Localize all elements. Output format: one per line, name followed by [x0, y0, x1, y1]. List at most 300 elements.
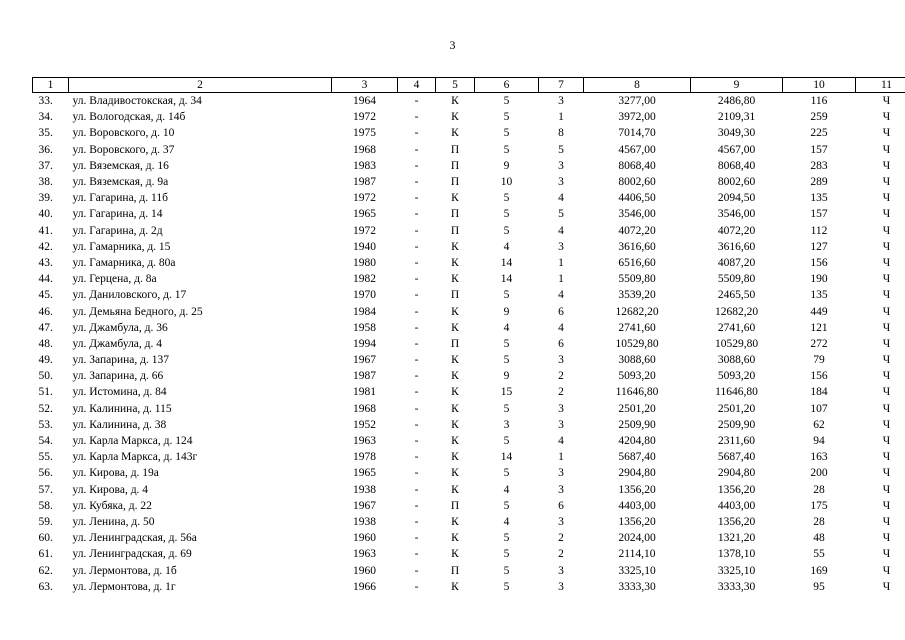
- cell-ownership: Ч: [882, 386, 891, 399]
- cell-living-area: 2904,80: [717, 467, 756, 480]
- cell-year-built: 1952: [353, 418, 376, 431]
- cell-wall-mark: -: [414, 321, 419, 334]
- cell-year-built: 1963: [353, 435, 376, 448]
- cell-living-area: 4403,00: [717, 499, 756, 512]
- cell-ownership: Ч: [882, 548, 891, 561]
- cell-wall-mark: -: [414, 208, 419, 221]
- cell-total-area: 3325,10: [618, 564, 656, 577]
- cell-residents: 272: [810, 337, 828, 350]
- cell-material: К: [451, 240, 459, 253]
- cell-residents: 225: [810, 127, 828, 140]
- cell-address: ул. Гагарина, д. 11б: [72, 192, 168, 205]
- cell-floors: 5: [503, 435, 510, 448]
- cell-year-built: 1966: [353, 580, 376, 593]
- cell-address: ул. Воровского, д. 10: [72, 127, 175, 140]
- cell-row-number: 45.: [38, 289, 53, 302]
- cell-wall-mark: -: [414, 532, 419, 545]
- cell-residents: 163: [810, 451, 828, 464]
- table-row: [33, 498, 905, 514]
- cell-floors: 4: [503, 321, 510, 334]
- header-cell: 3: [332, 78, 398, 93]
- table-row: [33, 174, 905, 190]
- cell-material: К: [451, 256, 459, 269]
- cell-year-built: 1967: [353, 354, 376, 367]
- cell-wall-mark: -: [414, 418, 419, 431]
- cell-floors: 5: [503, 337, 510, 350]
- cell-address: ул. Калинина, д. 115: [72, 402, 172, 415]
- cell-total-area: 7014,70: [618, 127, 656, 140]
- cell-entrances: 1: [558, 451, 564, 464]
- cell-year-built: 1984: [353, 305, 376, 318]
- cell-year-built: 1958: [353, 321, 376, 334]
- cell-entrances: 4: [558, 289, 564, 302]
- cell-address: ул. Герцена, д. 8а: [72, 273, 157, 286]
- cell-ownership: Ч: [882, 515, 891, 528]
- cell-material: К: [451, 192, 459, 205]
- cell-total-area: 2741,60: [618, 321, 656, 334]
- header-cell: 2: [69, 78, 332, 93]
- cell-living-area: 2509,90: [717, 418, 756, 431]
- cell-wall-mark: -: [414, 548, 419, 561]
- cell-residents: 283: [810, 159, 828, 172]
- cell-ownership: Ч: [882, 337, 891, 350]
- cell-floors: 5: [503, 564, 510, 577]
- cell-entrances: 3: [558, 402, 564, 415]
- cell-address: ул. Гамарника, д. 15: [72, 240, 171, 253]
- cell-row-number: 61.: [38, 548, 53, 561]
- cell-total-area: 1356,20: [618, 515, 656, 528]
- cell-floors: 5: [503, 208, 510, 221]
- table-row: [33, 368, 905, 384]
- cell-residents: 157: [810, 208, 828, 221]
- cell-wall-mark: -: [414, 515, 419, 528]
- cell-entrances: 3: [558, 354, 564, 367]
- cell-wall-mark: -: [414, 483, 419, 496]
- cell-ownership: Ч: [882, 176, 891, 189]
- cell-total-area: 3333,30: [618, 580, 656, 593]
- cell-entrances: 6: [558, 499, 564, 512]
- cell-wall-mark: -: [414, 337, 419, 350]
- cell-total-area: 4403,00: [618, 499, 656, 512]
- cell-total-area: 5093,20: [618, 370, 656, 383]
- cell-address: ул. Даниловского, д. 17: [72, 289, 187, 302]
- cell-material: К: [451, 548, 459, 561]
- table-row: [33, 320, 905, 336]
- header-cell: 11: [856, 78, 905, 93]
- table-row: [33, 223, 905, 239]
- cell-residents: 94: [813, 435, 825, 448]
- cell-ownership: Ч: [882, 532, 891, 545]
- table-row: [33, 190, 905, 206]
- cell-total-area: 3088,60: [618, 354, 656, 367]
- cell-living-area: 3333,30: [717, 580, 756, 593]
- cell-row-number: 47.: [38, 321, 53, 334]
- header-cell: 5: [436, 78, 475, 93]
- table-row: [33, 303, 905, 319]
- cell-address: ул. Лермонтова, д. 1б: [72, 564, 177, 577]
- cell-floors: 5: [503, 111, 510, 124]
- cell-address: ул. Гамарника, д. 80а: [72, 256, 176, 269]
- cell-wall-mark: -: [414, 386, 419, 399]
- cell-total-area: 3539,20: [618, 289, 656, 302]
- cell-residents: 107: [810, 402, 828, 415]
- cell-living-area: 3088,60: [717, 354, 756, 367]
- cell-residents: 184: [810, 386, 828, 399]
- cell-living-area: 3049,30: [717, 127, 756, 140]
- cell-wall-mark: -: [414, 95, 419, 108]
- cell-ownership: Ч: [882, 305, 891, 318]
- cell-living-area: 8068,40: [717, 159, 756, 172]
- cell-address: ул. Демьяна Бедного, д. 25: [72, 305, 203, 318]
- cell-wall-mark: -: [414, 402, 419, 415]
- cell-material: К: [451, 451, 459, 464]
- cell-material: П: [450, 143, 460, 156]
- cell-total-area: 6516,60: [618, 256, 656, 269]
- cell-residents: 28: [813, 483, 825, 496]
- cell-row-number: 44.: [38, 273, 53, 286]
- cell-material: П: [450, 176, 460, 189]
- cell-ownership: Ч: [882, 564, 891, 577]
- cell-material: К: [451, 305, 459, 318]
- cell-residents: 62: [813, 418, 825, 431]
- cell-year-built: 1982: [353, 273, 376, 286]
- cell-ownership: Ч: [882, 321, 891, 334]
- cell-address: ул. Джамбула, д. 4: [72, 337, 163, 350]
- cell-floors: 10: [500, 176, 513, 189]
- table-row: [33, 255, 905, 271]
- cell-total-area: 4072,20: [618, 224, 656, 237]
- cell-entrances: 3: [558, 159, 564, 172]
- cell-year-built: 1987: [353, 176, 376, 189]
- cell-living-area: 2094,50: [717, 192, 756, 205]
- cell-floors: 14: [500, 273, 513, 286]
- cell-entrances: 1: [558, 111, 564, 124]
- cell-material: К: [451, 95, 459, 108]
- cell-ownership: Ч: [882, 208, 891, 221]
- page-number: 3: [449, 38, 456, 52]
- cell-living-area: 1321,20: [717, 532, 756, 545]
- header-cell: 10: [783, 78, 856, 93]
- cell-wall-mark: -: [414, 273, 419, 286]
- cell-ownership: Ч: [882, 256, 891, 269]
- cell-living-area: 3325,10: [717, 564, 756, 577]
- header-cell: 4: [398, 78, 436, 93]
- cell-total-area: 2501,20: [618, 402, 656, 415]
- cell-total-area: 11646,80: [615, 386, 659, 399]
- cell-wall-mark: -: [414, 305, 419, 318]
- cell-wall-mark: -: [414, 111, 419, 124]
- cell-year-built: 1967: [353, 499, 376, 512]
- cell-floors: 5: [503, 224, 510, 237]
- cell-address: ул. Кирова, д. 19а: [72, 467, 159, 480]
- cell-floors: 5: [503, 499, 510, 512]
- cell-residents: 28: [813, 515, 825, 528]
- cell-ownership: Ч: [882, 483, 891, 496]
- cell-residents: 449: [810, 305, 828, 318]
- cell-row-number: 42.: [38, 240, 53, 253]
- cell-wall-mark: -: [414, 289, 419, 302]
- cell-ownership: Ч: [882, 402, 891, 415]
- cell-floors: 9: [503, 305, 510, 318]
- table-row: [33, 401, 905, 417]
- cell-row-number: 59.: [38, 515, 53, 528]
- table-row: [33, 417, 905, 433]
- cell-row-number: 36.: [38, 143, 53, 156]
- cell-living-area: 2109,31: [717, 111, 756, 124]
- cell-living-area: 11646,80: [715, 386, 758, 399]
- cell-material: К: [451, 580, 459, 593]
- cell-total-area: 8068,40: [618, 159, 656, 172]
- cell-address: ул. Лермонтова, д. 1г: [72, 580, 176, 593]
- cell-row-number: 49.: [38, 354, 53, 367]
- table-row: [33, 93, 905, 110]
- cell-residents: 259: [810, 111, 828, 124]
- cell-wall-mark: -: [414, 240, 419, 253]
- cell-material: П: [450, 499, 460, 512]
- cell-address: ул. Кубяка, д. 22: [72, 499, 152, 512]
- cell-residents: 112: [810, 224, 828, 237]
- cell-entrances: 5: [558, 208, 564, 221]
- cell-wall-mark: -: [414, 127, 419, 140]
- housing-table: [32, 77, 905, 595]
- cell-ownership: Ч: [882, 580, 891, 593]
- cell-material: К: [451, 532, 459, 545]
- cell-row-number: 54.: [38, 435, 53, 448]
- cell-row-number: 39.: [38, 192, 53, 205]
- cell-entrances: 1: [558, 256, 564, 269]
- table-body: [33, 93, 905, 595]
- cell-entrances: 2: [558, 532, 564, 545]
- cell-year-built: 1975: [353, 127, 376, 140]
- cell-ownership: Ч: [882, 467, 891, 480]
- header-cell: 1: [33, 78, 69, 93]
- cell-wall-mark: -: [414, 256, 419, 269]
- cell-year-built: 1938: [353, 483, 376, 496]
- cell-living-area: 2311,60: [718, 435, 755, 448]
- cell-material: К: [451, 467, 459, 480]
- cell-residents: 55: [813, 548, 825, 561]
- table-row: [33, 546, 905, 562]
- table-row: [33, 125, 905, 141]
- cell-wall-mark: -: [414, 499, 419, 512]
- cell-entrances: 3: [558, 418, 564, 431]
- cell-entrances: 3: [558, 240, 564, 253]
- cell-entrances: 3: [558, 515, 564, 528]
- cell-floors: 5: [503, 143, 510, 156]
- cell-ownership: Ч: [882, 418, 891, 431]
- cell-entrances: 3: [558, 95, 564, 108]
- cell-ownership: Ч: [882, 451, 891, 464]
- cell-living-area: 12682,20: [714, 305, 759, 318]
- cell-residents: 121: [810, 321, 828, 334]
- cell-living-area: 4567,00: [717, 143, 756, 156]
- cell-residents: 79: [813, 354, 825, 367]
- cell-material: К: [451, 321, 459, 334]
- cell-address: ул. Карла Маркса, д. 124: [72, 435, 193, 448]
- cell-wall-mark: -: [414, 435, 419, 448]
- cell-residents: 190: [810, 273, 828, 286]
- cell-material: К: [451, 354, 459, 367]
- cell-floors: 5: [503, 192, 510, 205]
- cell-total-area: 4406,50: [618, 192, 656, 205]
- cell-ownership: Ч: [882, 127, 891, 140]
- table-row: [33, 206, 905, 222]
- cell-row-number: 34.: [38, 111, 53, 124]
- cell-residents: 127: [810, 240, 828, 253]
- cell-year-built: 1981: [353, 386, 376, 399]
- table-row: [33, 433, 905, 449]
- cell-address: ул. Воровского, д. 37: [72, 143, 175, 156]
- cell-material: К: [451, 370, 459, 383]
- cell-material: П: [450, 337, 460, 350]
- cell-living-area: 1378,10: [717, 548, 756, 561]
- cell-material: П: [450, 159, 460, 172]
- cell-total-area: 3972,00: [618, 111, 656, 124]
- cell-year-built: 1987: [353, 370, 376, 383]
- cell-address: ул. Запарина, д. 66: [72, 370, 164, 383]
- cell-total-area: 2904,80: [618, 467, 656, 480]
- cell-ownership: Ч: [882, 192, 891, 205]
- cell-address: ул. Калинина, д. 38: [72, 418, 167, 431]
- table-row: [33, 562, 905, 578]
- table-row: [33, 352, 905, 368]
- header-cell: 6: [475, 78, 539, 93]
- cell-residents: 95: [813, 580, 825, 593]
- cell-entrances: 8: [558, 127, 564, 140]
- cell-total-area: 3616,60: [618, 240, 656, 253]
- table-row: [33, 239, 905, 255]
- cell-address: ул. Джамбула, д. 36: [72, 321, 168, 334]
- cell-entrances: 2: [558, 370, 564, 383]
- cell-living-area: 2465,50: [717, 289, 756, 302]
- cell-material: К: [451, 127, 459, 140]
- cell-ownership: Ч: [882, 435, 891, 448]
- cell-row-number: 43.: [38, 256, 53, 269]
- header-cell: 9: [691, 78, 783, 93]
- cell-floors: 5: [503, 127, 510, 140]
- cell-living-area: 5093,20: [717, 370, 756, 383]
- cell-total-area: 4567,00: [618, 143, 656, 156]
- cell-floors: 4: [503, 515, 510, 528]
- cell-row-number: 55.: [38, 451, 53, 464]
- cell-row-number: 51.: [38, 386, 53, 399]
- cell-floors: 3: [503, 418, 510, 431]
- table-row: [33, 579, 905, 595]
- cell-year-built: 1960: [353, 532, 376, 545]
- cell-row-number: 53.: [38, 418, 53, 431]
- table-row: [33, 530, 905, 546]
- cell-floors: 5: [503, 289, 510, 302]
- cell-entrances: 4: [558, 321, 564, 334]
- cell-residents: 169: [810, 564, 828, 577]
- cell-year-built: 1968: [353, 143, 376, 156]
- cell-year-built: 1994: [353, 337, 376, 350]
- cell-living-area: 4072,20: [717, 224, 756, 237]
- cell-wall-mark: -: [414, 143, 419, 156]
- cell-address: ул. Кирова, д. 4: [72, 483, 149, 496]
- cell-material: К: [451, 402, 459, 415]
- cell-total-area: 2024,00: [618, 532, 656, 545]
- cell-total-area: 3277,00: [618, 95, 656, 108]
- cell-entrances: 2: [558, 386, 564, 399]
- cell-wall-mark: -: [414, 370, 419, 383]
- cell-material: К: [451, 515, 459, 528]
- cell-material: К: [451, 386, 459, 399]
- cell-address: ул. Гагарина, д. 14: [72, 208, 163, 221]
- cell-residents: 200: [810, 467, 828, 480]
- cell-entrances: 2: [558, 548, 564, 561]
- cell-year-built: 1972: [353, 111, 376, 124]
- cell-row-number: 40.: [38, 208, 53, 221]
- cell-material: К: [451, 435, 459, 448]
- cell-address: ул. Вяземская, д. 9а: [72, 176, 169, 189]
- cell-residents: 156: [810, 256, 828, 269]
- cell-wall-mark: -: [414, 564, 419, 577]
- cell-address: ул. Ленинградская, д. 69: [72, 548, 192, 561]
- cell-year-built: 1978: [353, 451, 376, 464]
- cell-total-area: 8002,60: [618, 176, 656, 189]
- cell-row-number: 60.: [38, 532, 53, 545]
- cell-year-built: 1968: [353, 402, 376, 415]
- cell-ownership: Ч: [882, 354, 891, 367]
- cell-row-number: 62.: [38, 564, 53, 577]
- cell-entrances: 4: [558, 192, 564, 205]
- cell-total-area: 2509,90: [618, 418, 656, 431]
- cell-floors: 9: [503, 370, 510, 383]
- cell-floors: 4: [503, 483, 510, 496]
- cell-living-area: 1356,20: [717, 515, 756, 528]
- cell-material: К: [451, 273, 459, 286]
- cell-wall-mark: -: [414, 176, 419, 189]
- table-row: [33, 142, 905, 158]
- cell-residents: 116: [810, 95, 828, 108]
- cell-ownership: Ч: [882, 224, 891, 237]
- cell-material: П: [450, 564, 460, 577]
- cell-wall-mark: -: [414, 224, 419, 237]
- cell-entrances: 4: [558, 224, 564, 237]
- cell-floors: 15: [500, 386, 513, 399]
- cell-row-number: 58.: [38, 499, 53, 512]
- cell-ownership: Ч: [882, 370, 891, 383]
- cell-material: К: [451, 111, 459, 124]
- header-cell: 7: [539, 78, 584, 93]
- cell-address: ул. Гагарина, д. 2д: [72, 224, 163, 237]
- header-cell: 8: [584, 78, 691, 93]
- cell-entrances: 3: [558, 176, 564, 189]
- cell-row-number: 56.: [38, 467, 53, 480]
- cell-living-area: 2486,80: [717, 95, 756, 108]
- cell-row-number: 38.: [38, 176, 53, 189]
- cell-ownership: Ч: [882, 499, 891, 512]
- cell-entrances: 5: [558, 143, 564, 156]
- table-row: [33, 465, 905, 481]
- cell-material: К: [451, 418, 459, 431]
- cell-living-area: 1356,20: [717, 483, 756, 496]
- cell-floors: 5: [503, 580, 510, 593]
- table-row: [33, 287, 905, 303]
- cell-year-built: 1972: [353, 192, 376, 205]
- cell-row-number: 52.: [38, 402, 53, 415]
- cell-address: ул. Вологодская, д. 14б: [72, 111, 186, 124]
- cell-year-built: 1964: [353, 95, 376, 108]
- cell-living-area: 2741,60: [717, 321, 756, 334]
- column-number-header: [33, 78, 905, 93]
- cell-year-built: 1960: [353, 564, 376, 577]
- cell-year-built: 1970: [353, 289, 376, 302]
- cell-floors: 5: [503, 354, 510, 367]
- cell-address: ул. Ленинградская, д. 56а: [72, 532, 197, 545]
- cell-living-area: 3616,60: [717, 240, 756, 253]
